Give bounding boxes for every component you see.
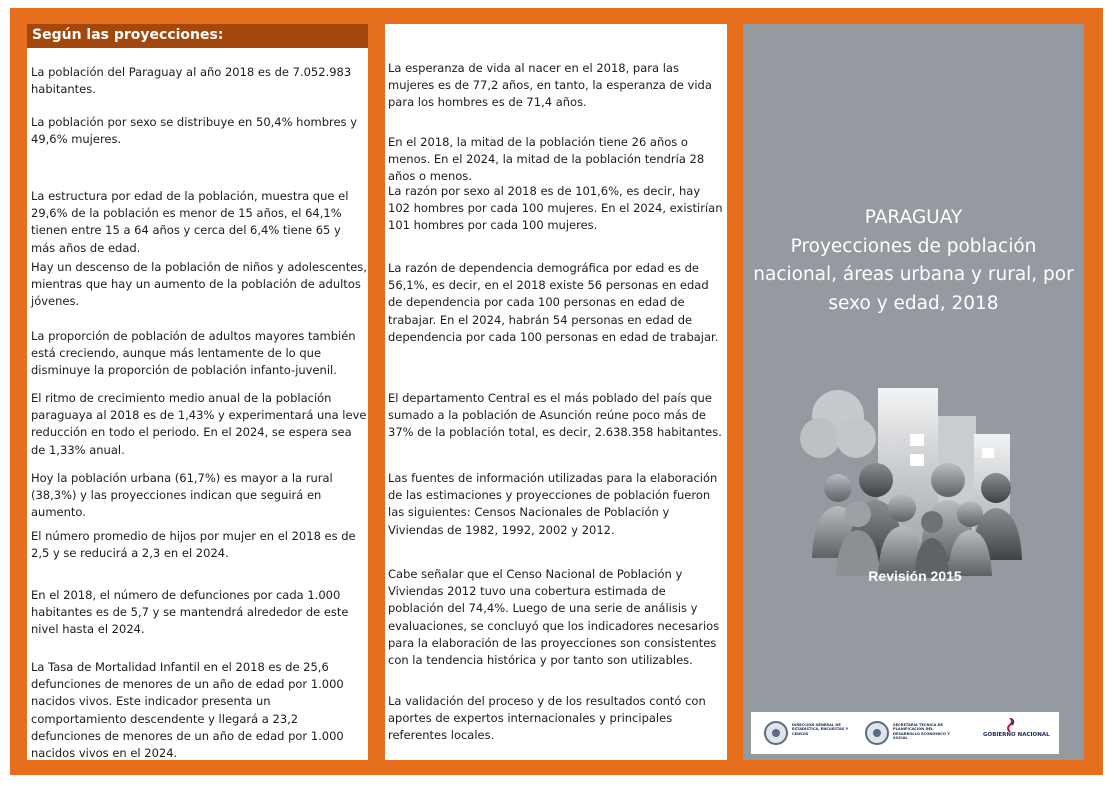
cover-title-line: PARAGUAY xyxy=(864,207,963,228)
paragraph-mediana-edad: En el 2018, la mitad de la población tiene 26 años o menos. En el 2024, la mitad de la población tendría 28 años o menos. xyxy=(388,135,705,184)
paragraph-crecimiento: El ritmo de crecimiento medio anual de la población paraguaya al 2018 es de 1,43% y experimentará una leve reducción en todo el periodo. En el 2024, se espera sea de 1,33% anual. xyxy=(31,391,367,457)
paragraph-adultos-mayores: La proporción de población de adultos mayores también está creciendo, aunque más lentamente de lo que disminuye la proporción de población infanto-juvenil. xyxy=(31,329,356,378)
cover-title-line: nacional, áreas urbana y rural, por xyxy=(753,264,1074,285)
stp-seal-icon xyxy=(865,721,889,745)
person-icon xyxy=(859,463,893,497)
cover-panel xyxy=(743,24,1084,760)
paragraph-esperanza-vida: La esperanza de vida al nacer en el 2018, para las mujeres es de 77,2 años, en tanto, la esperanza de vida para los hombres es de 71,4 años. xyxy=(388,61,712,110)
cover-title xyxy=(743,204,1084,318)
paragraph-validacion: La validación del proceso y de los resultados contó con aportes de expertos internacionales y principales referentes locales. xyxy=(388,694,706,743)
paragraph-mortalidad-infantil: La Tasa de Mortalidad Infantil en el 2018 es de 25,6 defunciones de menores de un año de edad por 1.000 nacidos vivos. Este indicador presenta un comportamiento descendente y llegará a 23,2 defunciones de menores de un año de edad por 1.000 nacidos vivos en el 2024. xyxy=(31,660,344,761)
person-icon xyxy=(824,474,852,502)
cover-title-line: Proyecciones de población xyxy=(790,235,1037,257)
section-header: Según las proyecciones: xyxy=(27,24,368,48)
paragraph-departamento-central: El departamento Central es el más poblado del país que sumado a la población de Asunción reúne poco más de 37% de la población total, es decir, 2.638.358 habitantes. xyxy=(388,391,722,440)
paragraph-cobertura-censo: Cabe señalar que el Censo Nacional de Población y Viviendas 2012 tuvo una cobertura estimada de población del 74,4%. Luego de una serie de análisis y evaluaciones, se concluyó que los indicadores necesarios para la elaboración de las proyecciones son consistentes con la tendencia histórica y por tanto son utilizables. xyxy=(388,567,720,668)
cover-title-line: sexo y edad, 2018 xyxy=(828,292,999,314)
paragraph-dependencia: La razón de dependencia demográfica por edad es de 56,1%, es decir, en el 2018 existe 56 personas en edad de dependencia por cada 100 personas en edad de trabajar. En el 2024, habrán 54 personas en edad de dependencia por cada 100 personas en edad de trabajar. xyxy=(388,261,719,344)
paragraph-defunciones: En el 2018, el número de defunciones por cada 1.000 habitantes es de 5,7 y se mantendrá alrededor de este nivel hasta el 2024. xyxy=(31,588,349,637)
dgeec-seal-icon xyxy=(764,721,788,745)
stp-name: SECRETARÍA TÉCNICA DE PLANIFICACIÓN DEL DESARROLLO ECONÓMICO Y SOCIAL xyxy=(893,723,950,741)
gobierno-nacional-name: GOBIERNO NACIONAL xyxy=(983,732,1050,738)
paragraph-razon-sexo: La razón por sexo al 2018 es de 101,6%, es decir, hay 102 hombres por cada 100 mujeres. En el 2024, existirían 101 hombres por cada 100 mujeres. xyxy=(388,184,723,233)
paragraph-fuentes: Las fuentes de información utilizadas para la elaboración de las estimaciones y proyecciones de población fueron las siguientes: Censos Nacionales de Población y Viviendas de 1982, 1992, 2002 y 2012. xyxy=(388,471,718,537)
paragraph-urbana-rural: Hoy la población urbana (61,7%) es mayor a la rural (38,3%) y las proyecciones indican que seguirá en aumento. xyxy=(31,471,333,520)
paragraph-descenso-ninos: Hay un descenso de la población de niños y adolescentes, mientras que hay un aumento de la población de adultos jóvenes. xyxy=(31,260,367,309)
institution-logos xyxy=(751,712,1059,754)
person-icon xyxy=(931,463,965,497)
gobierno-flag-icon xyxy=(1005,718,1015,732)
paragraph-estructura-edad: La estructura por edad de la población, muestra que el 29,6% de la población es menor de 15 años, el 64,1% tienen entre 15 a 64 años y cerca del 6,4% tiene 65 y más años de edad. xyxy=(31,189,349,255)
paragraph-poblacion-sexo: La población por sexo se distribuye en 50,4% hombres y 49,6% mujeres. xyxy=(31,115,358,147)
person-icon xyxy=(921,511,943,533)
person-icon xyxy=(845,501,871,527)
paragraph-poblacion-total: La población del Paraguay al año 2018 es de 7.052.983 habitantes. xyxy=(31,65,352,97)
paragraph-hijos: El número promedio de hijos por mujer en el 2018 es de 2,5 y se reducirá a 2,3 en el 2024. xyxy=(31,529,356,561)
middle-panel xyxy=(385,24,727,760)
person-icon xyxy=(957,501,983,527)
dgeec-name: DIRECCIÓN GENERAL DE ESTADÍSTICA, ENCUESTAS Y CENSOS xyxy=(792,723,849,736)
person-icon xyxy=(888,494,916,522)
person-icon xyxy=(981,473,1011,503)
revision-label: Revisión 2015 xyxy=(868,568,962,584)
left-panel xyxy=(27,24,368,760)
